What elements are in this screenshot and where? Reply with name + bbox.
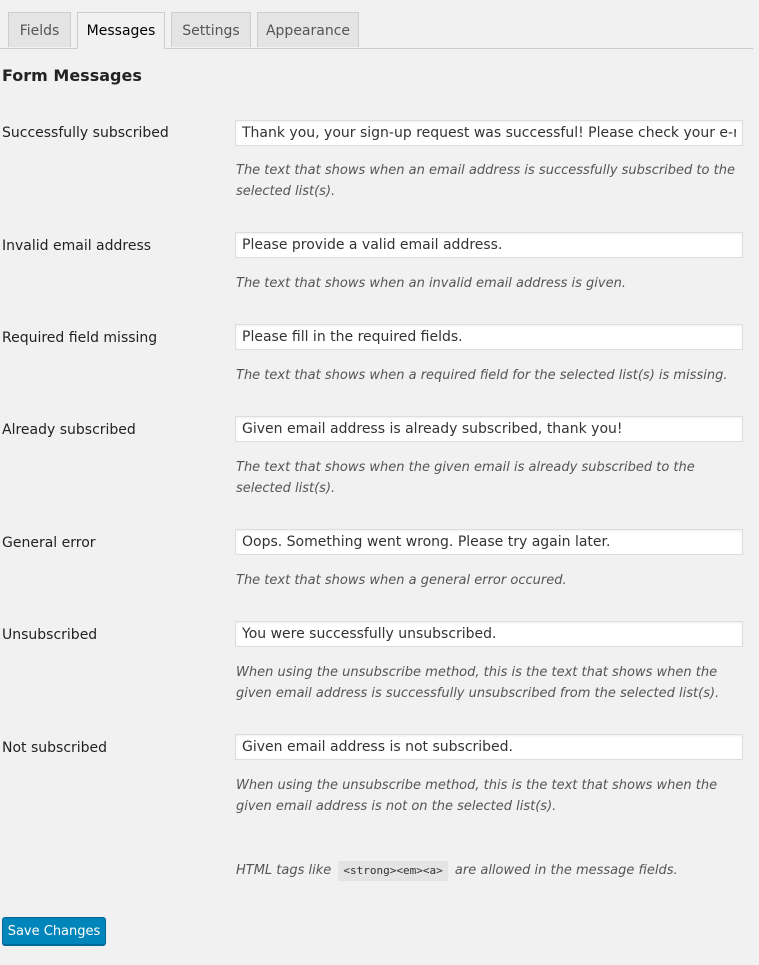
allowed-tags-code: <strong><em><a> bbox=[338, 861, 447, 881]
label-general-error: General error bbox=[2, 535, 96, 551]
tab-fields[interactable]: Fields bbox=[8, 12, 71, 47]
save-changes-button[interactable]: Save Changes bbox=[2, 917, 106, 945]
input-invalid-email[interactable] bbox=[235, 232, 743, 258]
input-already-subscribed[interactable] bbox=[235, 416, 743, 442]
label-unsubscribed: Unsubscribed bbox=[2, 627, 98, 643]
desc-unsubscribed: When using the unsubscribe method, this is the text that shows when the given email address is successfully unsubscribed from the selected list(s). bbox=[236, 665, 720, 701]
input-not-subscribed[interactable] bbox=[235, 734, 743, 760]
label-required-field-missing: Required field missing bbox=[2, 330, 158, 346]
desc-required-field-missing: The text that shows when a required field for the selected list(s) is missing. bbox=[236, 368, 728, 383]
desc-invalid-email: The text that shows when an invalid email address is given. bbox=[236, 276, 626, 291]
desc-general-error: The text that shows when a general error occured. bbox=[236, 573, 567, 588]
input-required-field-missing[interactable] bbox=[235, 324, 743, 350]
label-already-subscribed: Already subscribed bbox=[2, 422, 136, 438]
tab-appearance[interactable]: Appearance bbox=[257, 12, 359, 47]
label-invalid-email: Invalid email address bbox=[2, 238, 152, 254]
desc-already-subscribed: The text that shows when the given email is already subscribed to the selected list(s). bbox=[236, 460, 695, 496]
tab-settings[interactable]: Settings bbox=[171, 12, 251, 47]
label-not-subscribed: Not subscribed bbox=[2, 740, 108, 756]
html-tags-note bbox=[236, 860, 678, 882]
note-text-before: HTML tags like bbox=[236, 863, 332, 878]
desc-not-subscribed: When using the unsubscribe method, this is the text that shows when the given email address is not on the selected list(s). bbox=[236, 778, 718, 814]
tab-bar bbox=[0, 12, 753, 49]
section-title: Form Messages bbox=[2, 66, 142, 85]
note-text-after: are allowed in the message fields. bbox=[454, 863, 678, 878]
desc-successfully-subscribed: The text that shows when an email address is successfully subscribed to the selected list(s). bbox=[236, 163, 735, 199]
input-successfully-subscribed[interactable] bbox=[235, 120, 743, 146]
tab-messages[interactable]: Messages bbox=[77, 12, 165, 49]
label-successfully-subscribed: Successfully subscribed bbox=[2, 125, 169, 141]
input-unsubscribed[interactable] bbox=[235, 621, 743, 647]
input-general-error[interactable] bbox=[235, 529, 743, 555]
